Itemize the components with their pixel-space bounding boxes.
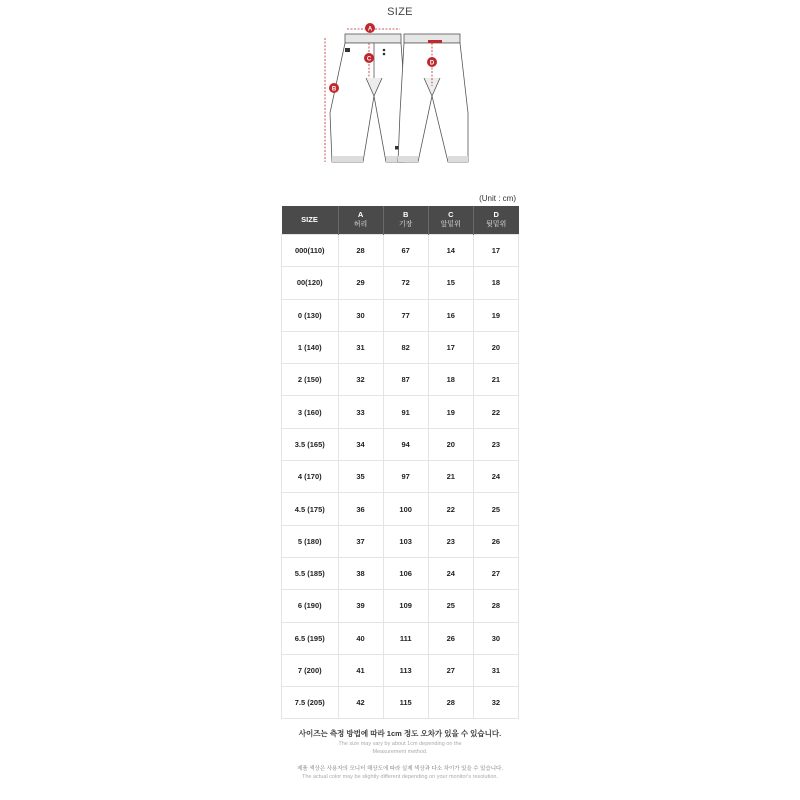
size-cell: 7 (200) — [282, 654, 339, 686]
size-cell: 7.5 (205) — [282, 687, 339, 719]
measurement-cell: 24 — [473, 461, 518, 493]
size-cell: 6.5 (195) — [282, 622, 339, 654]
measurement-cell: 109 — [383, 590, 428, 622]
size-table — [281, 206, 519, 719]
measurement-cell: 28 — [338, 235, 383, 267]
measurement-cell: 23 — [428, 525, 473, 557]
size-cell: 4 (170) — [282, 461, 339, 493]
size-cell: 5 (180) — [282, 525, 339, 557]
measurement-cell: 35 — [338, 461, 383, 493]
measurement-cell: 103 — [383, 525, 428, 557]
measurement-cell: 20 — [473, 331, 518, 363]
measurement-cell: 22 — [473, 396, 518, 428]
measurement-cell: 15 — [428, 267, 473, 299]
measurement-cell: 23 — [473, 428, 518, 460]
size-cell: 0 (130) — [282, 299, 339, 331]
size-cell: 00(120) — [282, 267, 339, 299]
measurement-cell: 40 — [338, 622, 383, 654]
color-note-korean: 제품 색상은 사용자의 모니터 해상도에 따라 실제 색상과 다소 차이가 있을 수 있습니다. — [297, 766, 503, 772]
svg-text:A: A — [367, 26, 373, 33]
measurement-cell: 26 — [428, 622, 473, 654]
measurement-cell: 41 — [338, 654, 383, 686]
measurement-cell: 17 — [428, 331, 473, 363]
measurement-cell: 18 — [473, 267, 518, 299]
measurement-cell: 100 — [383, 493, 428, 525]
unit-label: (Unit : cm) — [479, 194, 516, 203]
size-note-english: The size may vary by about 1cm depending on the Measurement method. — [338, 741, 462, 755]
measurement-cell: 31 — [338, 331, 383, 363]
measurement-cell: 29 — [338, 267, 383, 299]
measurement-cell: 31 — [473, 654, 518, 686]
measurement-cell: 16 — [428, 299, 473, 331]
measurement-cell: 82 — [383, 331, 428, 363]
svg-text:D: D — [429, 60, 435, 67]
measurement-cell: 37 — [338, 525, 383, 557]
measurement-cell: 115 — [383, 687, 428, 719]
measurement-cell: 20 — [428, 428, 473, 460]
table-row — [282, 493, 519, 525]
size-cell: 5.5 (185) — [282, 557, 339, 589]
table-row — [282, 364, 519, 396]
header-d: D 뒷밑위 — [473, 206, 518, 235]
size-cell: 000(110) — [282, 235, 339, 267]
table-row — [282, 654, 519, 686]
header-size: SIZE — [282, 206, 339, 235]
table-row — [282, 331, 519, 363]
measurement-cell: 18 — [428, 364, 473, 396]
table-row — [282, 557, 519, 589]
size-cell: 4.5 (175) — [282, 493, 339, 525]
measurement-cell: 32 — [338, 364, 383, 396]
size-cell: 3 (160) — [282, 396, 339, 428]
table-row — [282, 299, 519, 331]
measurement-cell: 94 — [383, 428, 428, 460]
size-cell: 3.5 (165) — [282, 428, 339, 460]
table-row — [282, 590, 519, 622]
measurement-cell: 87 — [383, 364, 428, 396]
header-a: A 허리 — [338, 206, 383, 235]
svg-text:C: C — [366, 56, 372, 63]
measurement-cell: 33 — [338, 396, 383, 428]
measurement-cell: 111 — [383, 622, 428, 654]
measurement-cell: 22 — [428, 493, 473, 525]
measurement-cell: 67 — [383, 235, 428, 267]
measurement-cell: 113 — [383, 654, 428, 686]
measurement-cell: 27 — [473, 557, 518, 589]
measurement-cell: 14 — [428, 235, 473, 267]
measurement-cell: 97 — [383, 461, 428, 493]
table-row — [282, 396, 519, 428]
measurement-cell: 21 — [428, 461, 473, 493]
measurement-cell: 30 — [338, 299, 383, 331]
size-cell: 1 (140) — [282, 331, 339, 363]
page-title: SIZE — [387, 6, 413, 18]
color-note-english: The actual color may be slightly different depending on your monitor's resolution. — [301, 774, 498, 780]
marker-a-icon — [365, 23, 375, 33]
back-pants-illustration — [398, 34, 468, 162]
measurement-cell: 42 — [338, 687, 383, 719]
measurement-cell: 19 — [473, 299, 518, 331]
measurement-cell: 28 — [428, 687, 473, 719]
measurement-cell: 24 — [428, 557, 473, 589]
size-note-korean: 사이즈는 측정 방법에 따라 1cm 정도 오차가 있을 수 있습니다. — [298, 729, 502, 738]
measurement-cell: 21 — [473, 364, 518, 396]
table-row — [282, 235, 519, 267]
measurement-cell: 32 — [473, 687, 518, 719]
measurement-cell: 72 — [383, 267, 428, 299]
measurement-cell: 27 — [428, 654, 473, 686]
measurement-cell: 91 — [383, 396, 428, 428]
measurement-cell: 25 — [473, 493, 518, 525]
table-row — [282, 461, 519, 493]
marker-d-icon — [427, 57, 437, 67]
marker-b-icon — [329, 83, 339, 93]
table-row — [282, 267, 519, 299]
measurement-cell: 30 — [473, 622, 518, 654]
measurement-cell: 19 — [428, 396, 473, 428]
measurement-cell: 25 — [428, 590, 473, 622]
svg-text:B: B — [331, 86, 337, 93]
table-row — [282, 525, 519, 557]
measurement-cell: 106 — [383, 557, 428, 589]
header-b: B 기장 — [383, 206, 428, 235]
measurement-cell: 17 — [473, 235, 518, 267]
table-row — [282, 622, 519, 654]
measurement-cell: 77 — [383, 299, 428, 331]
pants-measurement-diagram — [300, 18, 500, 178]
table-header-row — [282, 206, 519, 235]
table-row — [282, 687, 519, 719]
size-cell: 2 (150) — [282, 364, 339, 396]
measurement-cell: 28 — [473, 590, 518, 622]
measurement-cell: 36 — [338, 493, 383, 525]
marker-c-icon — [364, 53, 374, 63]
measurement-cell: 38 — [338, 557, 383, 589]
measurement-cell: 34 — [338, 428, 383, 460]
measurement-cell: 39 — [338, 590, 383, 622]
header-c: C 앞밑위 — [428, 206, 473, 235]
table-row — [282, 428, 519, 460]
measurement-cell: 26 — [473, 525, 518, 557]
size-cell: 6 (190) — [282, 590, 339, 622]
